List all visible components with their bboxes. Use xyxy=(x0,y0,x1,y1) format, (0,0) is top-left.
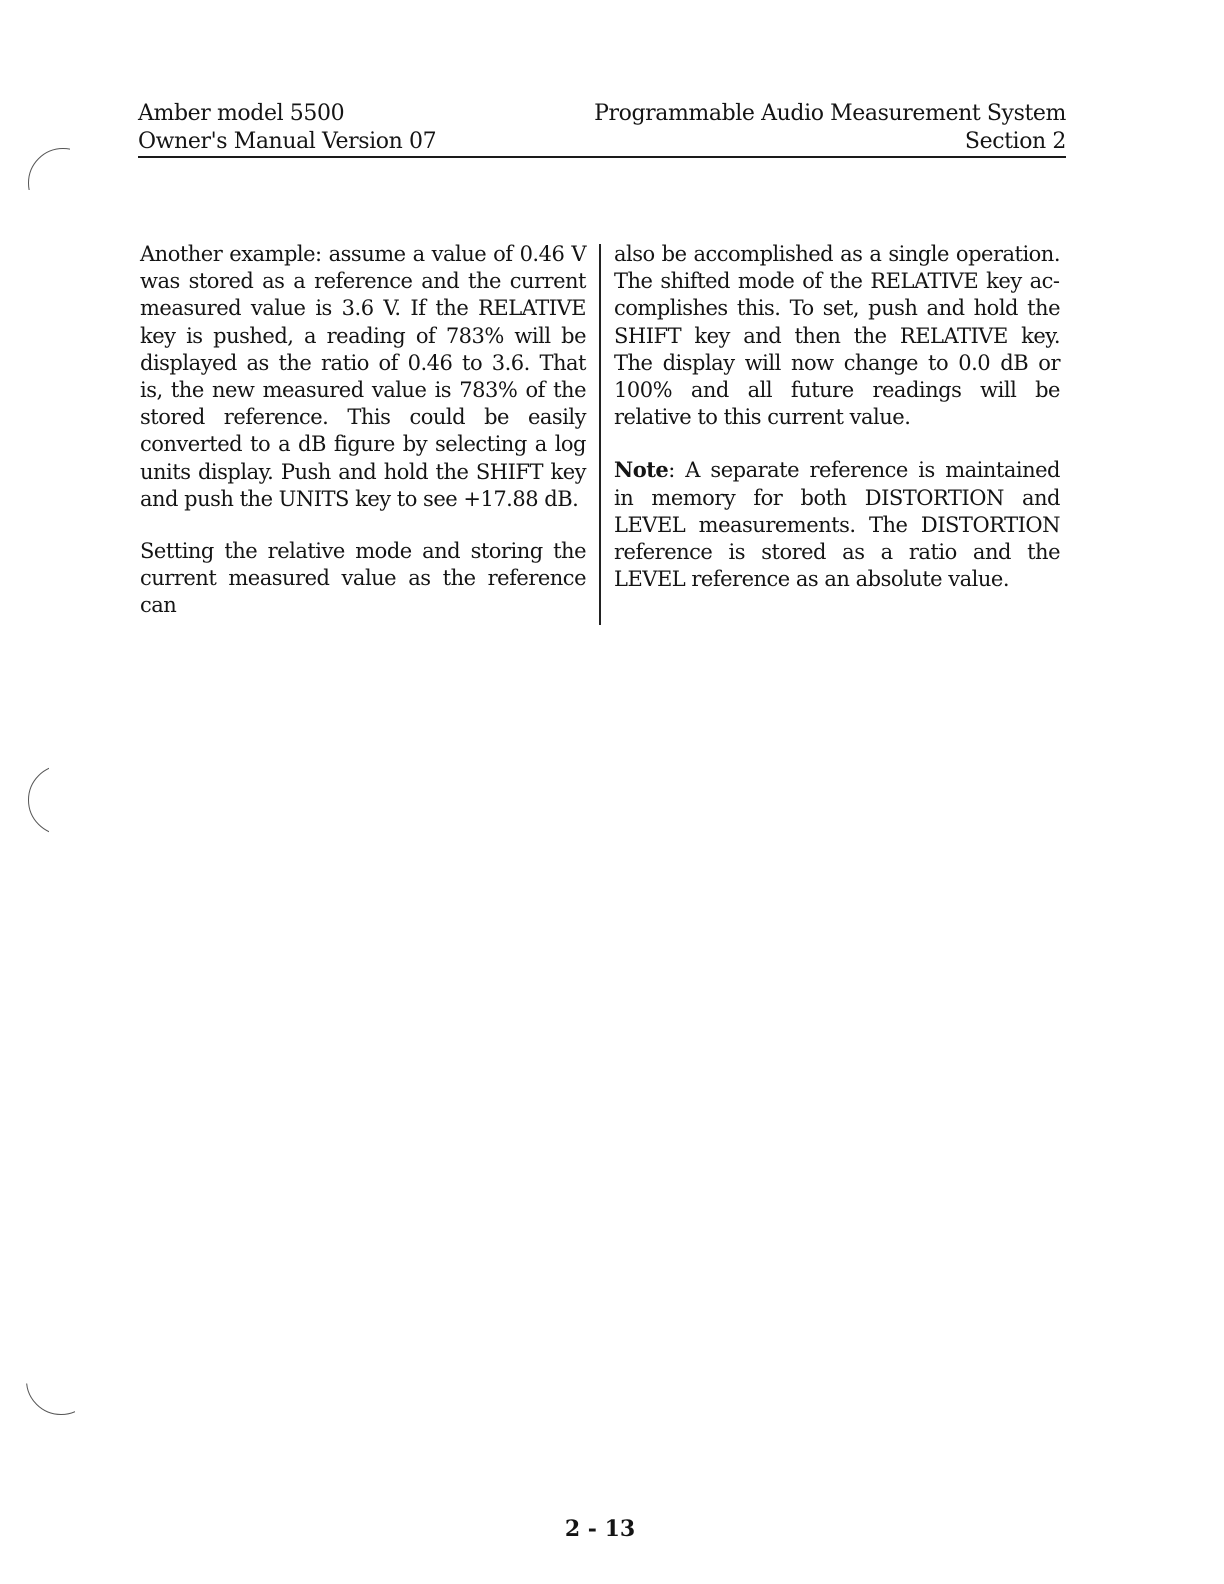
header-section: Section 2 xyxy=(964,129,1066,154)
page-number: 2 - 13 xyxy=(564,1516,636,1542)
note-paragraph xyxy=(614,456,1060,593)
header-system-title: Programmable Audio Measurement System xyxy=(594,101,1066,126)
paragraph-example: Another example: assume a value of 0.46 V was stored as a reference and the current measured value is 3.6 V. If the RELATIVE key is pushed, a reading of 783% will be displayed as the ratio of 0.46 to 3.6. That is, the new measured value is 783% of the stored reference. This could be easily converted to a dB figure by selecting a log units display. Push and hold the SHIFT key and push the UNITS key to see +17.88 dB. xyxy=(140,242,586,511)
punch-hole-mark xyxy=(28,148,98,218)
header-left xyxy=(138,100,436,156)
paragraph-continuation: also be accomplished as a single operation. The shifted mode of the RELATIVE key accomplishes this. To set, push and hold the SHIFT key and then the RELATIVE key. The display will now change to 0.0 dB or 100% and all future readings will be relative to this current value. xyxy=(614,242,1060,430)
punch-hole-mark xyxy=(28,765,98,835)
paragraph-relative-mode: Setting the relative mode and storing the current measured value as the reference can xyxy=(140,539,586,618)
header-manual-version: Owner's Manual Version 07 xyxy=(138,129,437,154)
note-text: : A separate reference is maintained in memory for both DISTORTION and LEVEL measurements. The DISTORTION reference is stored as a ratio and the LEVEL reference as an absolute value. xyxy=(614,458,1060,592)
header-model: Amber model 5500 xyxy=(138,101,345,126)
page-header xyxy=(138,100,1066,158)
column-divider xyxy=(599,244,601,625)
note-label: Note xyxy=(614,457,669,483)
punch-hole-mark xyxy=(26,1345,96,1415)
right-column xyxy=(614,241,1060,618)
left-column xyxy=(140,241,586,645)
header-right xyxy=(594,100,1066,156)
